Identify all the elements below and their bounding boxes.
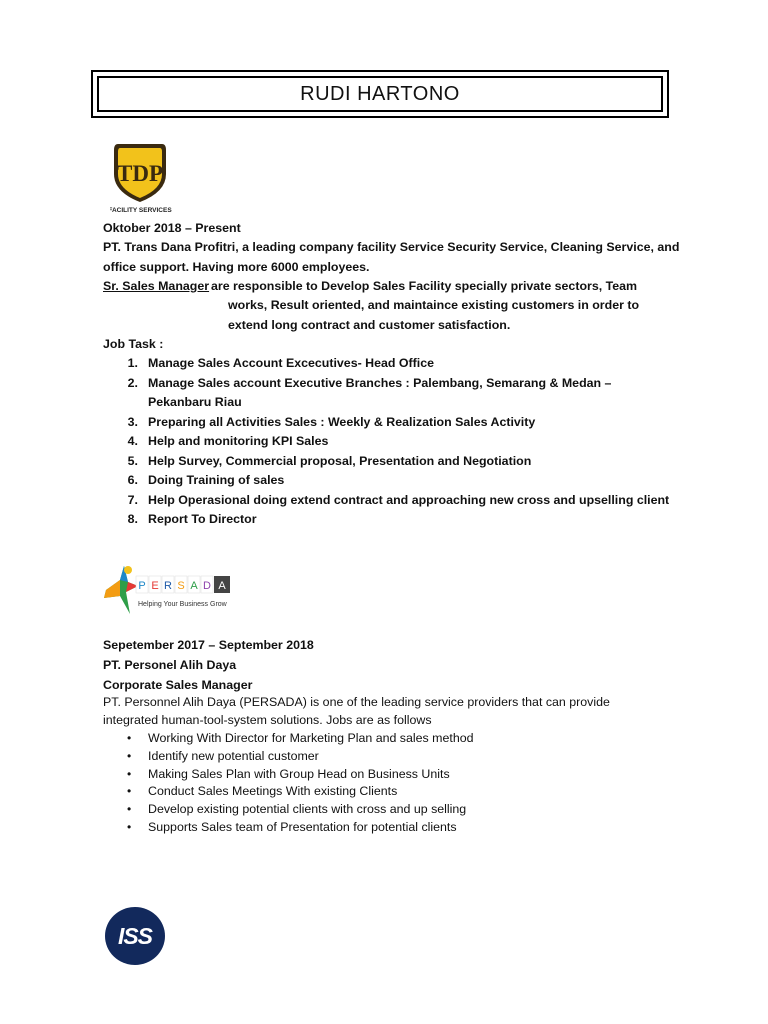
list-text: Manage Sales Account Excecutives- Head Office [148,356,435,370]
list-text: Making Sales Plan with Group Head on Business Units [148,767,450,781]
persada-star-icon [104,566,138,614]
bullet-dot: • [127,820,132,834]
bullet-dot: • [127,731,132,745]
tdp-role-desc3: extend long contract and customer satisfaction. [228,318,511,332]
persada-letters [136,576,230,593]
list-text: Develop existing potential clients with cross and up selling [148,802,467,816]
persada-period: Sepetember 2017 – September 2018 [103,638,314,652]
list-text: Help and monitoring KPI Sales [148,434,329,448]
persada-role: Corporate Sales Manager [103,678,253,692]
bullet-dot: • [127,749,132,763]
list-number: 1. [127,356,138,370]
tdp-company-line2: office support. Having more 6000 employees. [103,260,370,274]
tdp-role-desc1: are responsible to Develop Sales Facility specially private sectors, Team [211,279,638,293]
list-number: 2. [127,376,138,390]
name-header-box [91,70,669,118]
list-text: Help Operasional doing extend contract and approaching new cross and upselling client [148,493,670,507]
tdp-logo-caption: FACILITY SERVICES [110,207,172,214]
persada-company: PT. Personel Alih Daya [103,658,237,672]
list-text: Working With Director for Marketing Plan and sales method [148,731,474,745]
list-text: Doing Training of sales [148,473,285,487]
tdp-logo-text: TDP [117,161,163,186]
list-text: Report To Director [148,512,257,526]
list-text: Identify new potential customer [148,749,319,763]
bullet-dot: • [127,784,132,798]
list-number: 8. [127,512,138,526]
list-number: 6. [127,473,138,487]
list-text: Conduct Sales Meetings With existing Clients [148,784,398,798]
tdp-role-desc2: works, Result oriented, and maintaince existing customers in order to [228,298,640,312]
tdp-logo [110,140,174,216]
svg-text:S: S [177,580,185,592]
svg-text:P: P [138,580,146,592]
list-number: 3. [127,415,138,429]
svg-text:R: R [164,580,172,592]
list-text: Help Survey, Commercial proposal, Presentation and Negotiation [148,454,532,468]
job-task-label: Job Task : [103,337,164,351]
list-text: Manage Sales account Executive Branches : Palembang, Semarang & Medan – [148,376,612,390]
bullet-dot: • [127,767,132,781]
tdp-company-line1: PT. Trans Dana Profitri, a leading company facility Service Security Service, Cleaning Service, and [103,240,680,254]
svg-text:A: A [190,580,198,592]
list-number: 4. [127,434,138,448]
persada-desc-line1: PT. Personnel Alih Daya (PERSADA) is one of the leading service providers that can provide [103,695,610,709]
persada-desc-line2: integrated human-tool-system solutions. Jobs are as follows [103,713,432,727]
list-text: Preparing all Activities Sales : Weekly & Realization Sales Activity [148,415,536,429]
tdp-period: Oktober 2018 – Present [103,221,241,235]
candidate-name: RUDI HARTONO [97,76,663,112]
list-number: 7. [127,493,138,507]
svg-text:D: D [203,580,211,592]
svg-text:E: E [151,580,159,592]
persada-logo [100,562,240,618]
svg-text:A: A [218,580,226,592]
tdp-role: Sr. Sales Manager [103,279,210,293]
list-text: Supports Sales team of Presentation for potential clients [148,820,457,834]
iss-logo [104,906,166,966]
list-text-continued: Pekanbaru Riau [148,395,242,409]
bullet-dot: • [127,802,132,816]
list-number: 5. [127,454,138,468]
persada-tagline: Helping Your Business Grow [138,601,227,608]
iss-logo-text: ISS [117,923,153,949]
